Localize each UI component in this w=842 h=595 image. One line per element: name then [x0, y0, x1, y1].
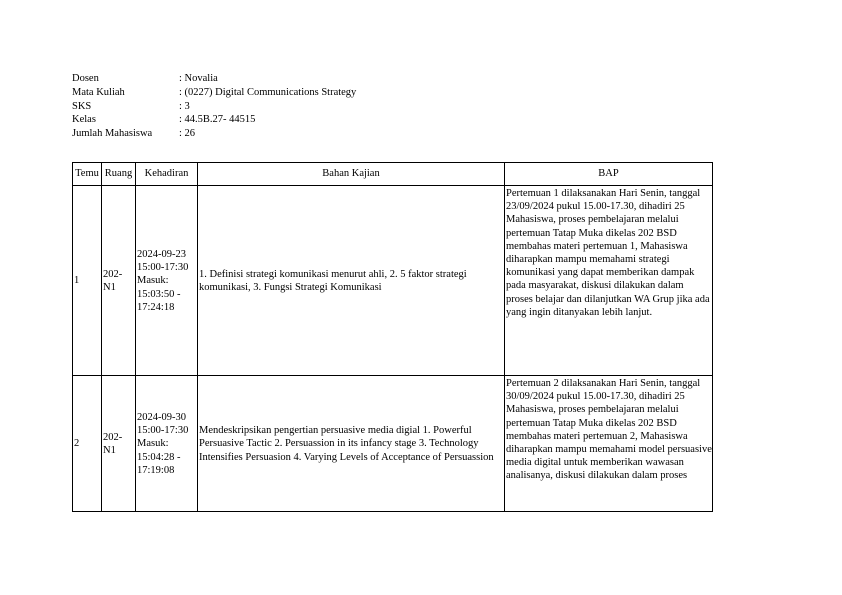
bap-table	[72, 162, 713, 512]
bahan-kajian-text: Mendeskripsikan pengertian persuasive media digial 1. Powerful Persuasive Tactic 2. Persuassion in its infancy stage 3. Technology Intensifies Persuasion 4. Varying Levels of Acceptance of Persuassion	[199, 425, 494, 463]
info-value: : 26	[179, 128, 196, 140]
table-header-row	[73, 163, 713, 186]
info-label: Mata Kuliah	[72, 86, 125, 98]
cell-temu	[73, 376, 102, 512]
info-label: Dosen	[72, 73, 99, 84]
kehadiran-value: 2024-09-30 15:00-17:30 Masuk: 15:04:28 - 17:19:08	[137, 411, 189, 476]
header-ruang: Ruang	[102, 163, 136, 186]
info-row-kelas	[72, 113, 356, 127]
cell-bap	[505, 376, 713, 512]
cell-bahan-kajian	[198, 186, 505, 376]
info-row-dosen	[72, 72, 356, 86]
cell-bahan-kajian	[198, 376, 505, 512]
course-info	[72, 72, 356, 141]
header-bahan-kajian: Bahan Kajian	[198, 163, 505, 186]
info-label: SKS	[72, 100, 92, 112]
cell-ruang	[102, 376, 136, 512]
temu-value: 1	[74, 275, 80, 287]
cell-ruang	[102, 186, 136, 376]
table-row	[73, 376, 713, 512]
info-row-jumlah-mahasiswa	[72, 127, 356, 141]
table-row	[73, 186, 713, 376]
info-value: : (0227) Digital Communications Strategy	[179, 86, 357, 98]
info-row-mata-kuliah	[72, 86, 356, 100]
bahan-kajian-text: 1. Definisi strategi komunikasi menurut ahli, 2. 5 faktor strategi komunikasi, 3. Fungsi Strategi Komunikasi	[199, 268, 467, 293]
info-value: : Novalia	[179, 73, 218, 84]
cell-bap	[505, 186, 713, 376]
cell-temu	[73, 186, 102, 376]
header-temu: Temu	[73, 163, 102, 186]
header-kehadiran: Kehadiran	[136, 163, 198, 186]
cell-kehadiran	[136, 376, 198, 512]
info-row-sks	[72, 100, 356, 114]
cell-kehadiran	[136, 186, 198, 376]
ruang-value: 202- N1	[103, 268, 123, 293]
bap-text: Pertemuan 1 dilaksanakan Hari Senin, tanggal 23/09/2024 pukul 15.00-17.30, dihadiri 25 Mahasiswa, proses pembelajaran melalui pertemuan Tatap Muka dikelas 202 BSD membahas materi pertemuan 1, Mahasiswa diharapkan mampu memahami strategi komunikasi yang dapat memberikan dampak pada masyarakat, diskusi dilakukan dalam proses belajar dan dilanjutkan WA Grup jika ada yang ingin ditanyakan lebih lanjut.	[506, 188, 710, 318]
info-label: Jumlah Mahasiswa	[72, 128, 153, 140]
info-value: : 3	[179, 100, 190, 112]
info-label: Kelas	[72, 114, 96, 126]
header-bap: BAP	[505, 163, 713, 186]
bap-text: Pertemuan 2 dilaksanakan Hari Senin, tanggal 30/09/2024 pukul 15.00-17.30, dihadiri 25 Mahasiswa, proses pembelajaran melalui pertemuan Tatap Muka dikelas 202 BSD membahas materi pertemuan 2, Mahasiswa diharapkan mampu memahami model persuasive media digital untuk memberikan wawasan analisanya, diskusi dilakukan dalam proses	[506, 378, 712, 482]
info-value: : 44.5B.27- 44515	[179, 114, 256, 126]
kehadiran-value: 2024-09-23 15:00-17:30 Masuk: 15:03:50 - 17:24:18	[137, 248, 189, 313]
temu-value: 2	[74, 438, 80, 450]
ruang-value: 202- N1	[103, 431, 123, 456]
